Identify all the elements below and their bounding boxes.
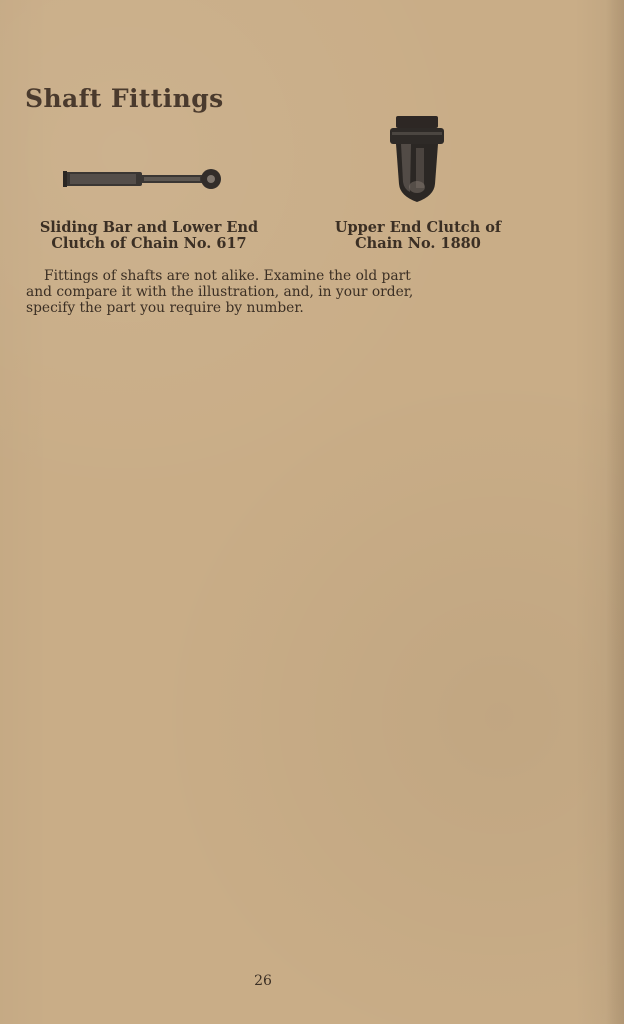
upper-end-clutch-illustration	[388, 114, 446, 206]
paragraph-line: Fittings of shafts are not alike. Examine the old part	[44, 268, 411, 284]
upper-end-clutch-caption	[318, 220, 518, 252]
sliding-bar-illustration	[62, 167, 222, 193]
paragraph-line: and compare it with the illustration, and, in your order,	[26, 284, 414, 300]
sliding-bar-caption	[24, 220, 274, 252]
page-number: 26	[254, 973, 272, 989]
caption-line: Clutch of Chain No. 617	[51, 235, 247, 252]
caption-line: Sliding Bar and Lower End	[39, 219, 259, 236]
instructions-paragraph	[26, 268, 514, 316]
page-edge-shadow	[606, 0, 624, 1024]
caption-line: Chain No. 1880	[355, 235, 481, 252]
caption-line: Upper End Clutch of	[334, 219, 502, 236]
paragraph-line: specify the part you require by number.	[26, 300, 304, 316]
page-title: Shaft Fittings	[25, 84, 224, 113]
